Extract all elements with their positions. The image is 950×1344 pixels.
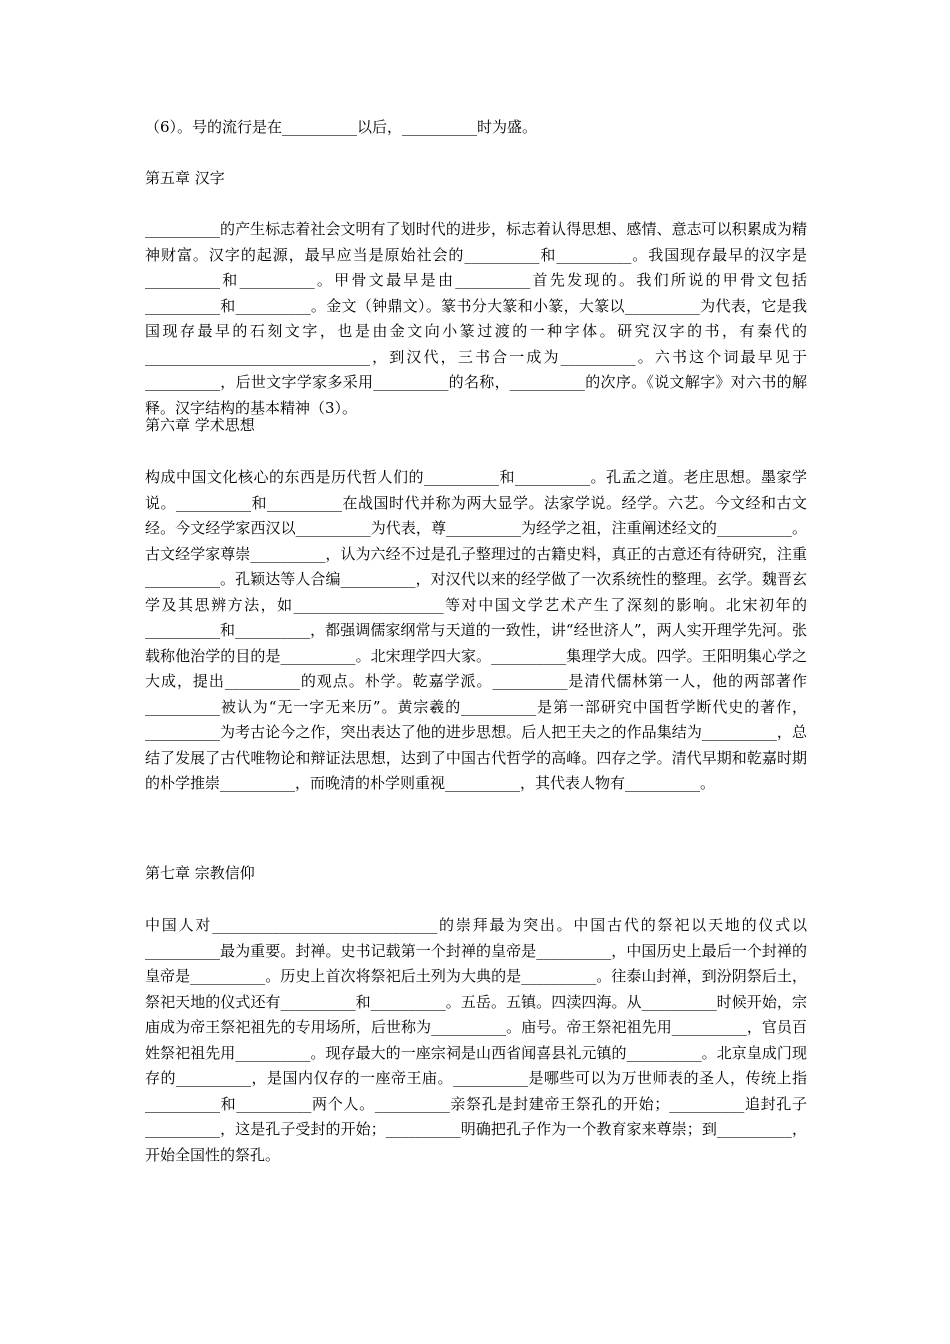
chapter-5-paragraph: __________的产生标志着社会文明有了划时代的进步，标志着认得思想、感情、意志可以积累成为精神财富。汉字的起源，最早应当是原始社会的__________和__________。我国现存最早的汉字是__________和__________。甲骨文最早是由__________首先发现的。我们所说的甲骨文包括__________和__________。金文（钟鼎文）。篆书分大篆和小篆，大篆以__________为代表，它是我国现存最早的石刻文字，也是由金文向小篆过渡的一种字体。研究汉字的书，有秦代的______________________________，到汉代，三书合一成为__________。六书这个词最早见于__________，后世文字学家多采用__________的名称，__________的次序。《说文解字》对六书的解释。汉字结构的基本精神（3）。: [145, 220, 807, 417]
chapter-6-paragraph: 构成中国文化核心的东西是历代哲人们的__________和__________。孔孟之道。老庄思想。墨家学说。__________和__________在战国时代并称为两大显学。法家学说。经学。六艺。今文经和古文经。今文经学家西汉以__________为代表，尊__________为经学之祖，注重阐述经文的__________。古文经学家尊崇__________，认为六经不过是孔子整理过的古籍史料，真正的古意还有待研究，注重__________。孔颖达等人合编__________，对汉代以来的经学做了一次系统性的整理。玄学。魏晋玄学及其思辨方法，如____________________等对中国文学艺术产生了深刻的影响。北宋初年的__________和__________，都强调儒家纲常与天道的一致性，讲“经世济人”，两人实开理学先河。张载称他治学的目的是__________。北宋理学四大家。__________集理学大成。四学。王阳明集心学之大成，提出__________的观点。朴学。乾嘉学派。__________是清代儒林第一人，他的两部著作__________被认为“无一字无来历”。黄宗羲的__________是第一部研究中国哲学断代史的著作，__________为考古论今之作，突出表达了他的进步思想。后人把王夫之的作品集结为__________，总结了发展了古代唯物论和辩证法思想，达到了中国古代哲学的高峰。四存之学。清代早期和乾嘉时期的朴学推崇__________，而晚清的朴学则重视__________，其代表人物有__________。: [145, 468, 807, 792]
chapter-7-paragraph: 中国人对______________________________的崇拜最为突出。中国古代的祭祀以天地的仪式以__________最为重要。封禅。史书记载第一个封禅的皇帝是__________，中国历史上最后一个封禅的皇帝是__________。历史上首次将祭祀后土列为大典的是__________。往泰山封禅，到汾阴祭后土，祭祀天地的仪式还有__________和__________。五岳。五镇。四渎四海。从__________时候开始，宗庙成为帝王祭祀祖先的专用场所，后世称为__________。庙号。帝王祭祀祖先用__________，官员百姓祭祀祖先用__________。现存最大的一座宗祠是山西省闻喜县礼元镇的__________。北京皇成门现存的__________，是国内仅存的一座帝王庙。__________是哪些可以为万世师表的圣人，传统上指__________和__________两个人。__________亲祭孔是封建帝王祭孔的开始；__________追封孔子__________，这是孔子受封的开始；__________明确把孔子作为一个教育家来尊崇；到__________，开始全国性的祭孔。: [145, 916, 807, 1164]
chapter-7-heading: 第七章 宗教信仰: [145, 864, 255, 882]
chapter-6-heading: 第六章 学术思想: [145, 416, 255, 434]
chapter-5-heading: 第五章 汉字: [145, 169, 225, 187]
intro-paragraph: （6）。号的流行是在__________以后，__________时为盛。: [145, 118, 538, 136]
